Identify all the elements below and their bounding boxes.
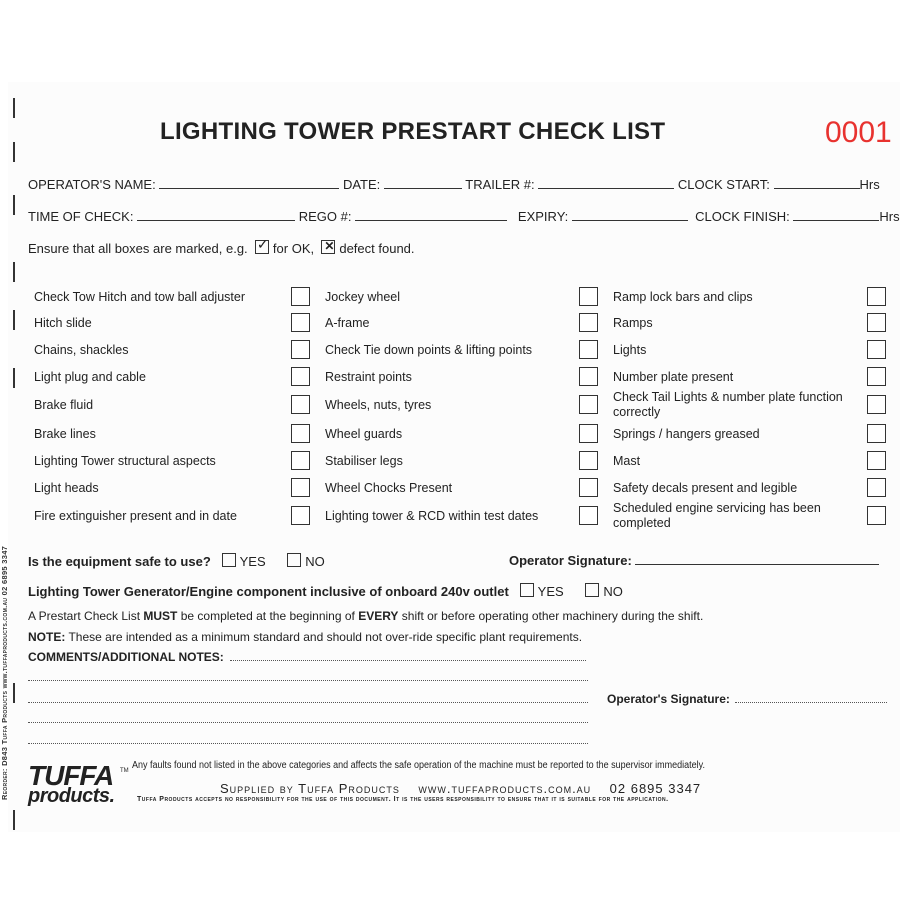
checklist-checkbox[interactable] [291,313,310,332]
checklist-checkbox[interactable] [579,313,598,332]
generator-row [28,583,623,599]
serial-number: 0001 [825,116,892,149]
checklist-checkbox[interactable] [579,287,598,306]
checklist-item-label: Check Tail Lights & number plate function correctly [613,390,843,419]
margin-mark [13,142,15,162]
phone-number: 02 6895 3347 [609,781,702,796]
checklist-checkbox[interactable] [867,506,886,525]
margin-mark [13,810,15,830]
checklist-item-label: Lighting Tower structural aspects [34,454,216,468]
faults-note: Any faults found not listed in the above categories and affects the safe operation of the machine must be reported to the supervisor immediately. [132,760,706,771]
checklist-item-label: Wheel guards [325,427,403,441]
margin-mark [13,262,15,282]
checklist-item-label: Light heads [34,481,99,495]
rego-label: REGO #: [298,209,352,224]
operators-signature-label: Operator's Signature: [607,692,730,706]
operator-signature-label: Operator Signature: [509,553,632,568]
checklist-checkbox[interactable] [291,424,310,443]
safe-no-checkbox[interactable] [287,553,301,567]
no-label: NO [603,584,623,599]
comments-line[interactable] [28,702,588,703]
clock-finish-field[interactable] [793,209,879,221]
margin-mark [13,368,15,388]
checklist-checkbox[interactable] [867,451,886,470]
checklist-checkbox[interactable] [579,506,598,525]
checklist-item-label: Scheduled engine servicing has been completed [613,501,821,530]
ok-text: for OK, [272,241,315,256]
checklist-checkbox[interactable] [579,451,598,470]
header-row-1 [28,177,880,192]
margin-mark [13,195,15,215]
checklist-checkbox[interactable] [579,340,598,359]
generator-yes-checkbox[interactable] [520,583,534,597]
comments-line[interactable] [28,722,588,723]
generator-no-checkbox[interactable] [585,583,599,597]
must-note: A Prestart Check List MUST be completed at the beginning of EVERY shift or before operating other machinery during the shift. [28,609,704,623]
supplied-by-text: Supplied by Tuffa Products [220,781,400,796]
yes-label: YES [239,554,266,569]
checklist-checkbox[interactable] [579,424,598,443]
instruction-line [28,236,415,256]
checklist-item-label: Brake fluid [34,398,94,412]
checklist-item-label: Check Tow Hitch and tow ball adjuster [34,290,245,304]
comments-line[interactable] [28,743,588,744]
safe-yes-checkbox[interactable] [222,553,236,567]
operator-signature-field[interactable] [635,553,879,565]
checklist-checkbox[interactable] [867,340,886,359]
operator-signature-row [509,553,879,568]
comments-line[interactable] [28,680,588,681]
date-field[interactable] [384,177,462,189]
hrs-label: Hrs [859,177,880,192]
trailer-field[interactable] [538,177,674,189]
checklist-item-label: Mast [613,454,641,468]
rego-field[interactable] [355,209,507,221]
checklist-item-label: Hitch slide [34,316,92,330]
checklist-checkbox[interactable] [867,395,886,414]
yes-label: YES [537,584,564,599]
checklist-checkbox[interactable] [867,287,886,306]
tuffa-logo: TUFFA products. [28,760,115,807]
date-label: DATE: [342,177,381,192]
checklist-checkbox[interactable] [579,478,598,497]
checklist-item-label: Jockey wheel [325,290,401,304]
website-link: www.tuffaproducts.com.au [418,781,592,796]
checklist-item-label: Wheel Chocks Present [325,481,453,495]
generator-question: Lighting Tower Generator/Engine component inclusive of onboard 240v outlet [28,584,509,599]
clock-finish-label: CLOCK FINISH: [695,209,790,224]
operators-signature-field[interactable] [735,702,887,703]
checklist-checkbox[interactable] [867,367,886,386]
operator-name-field[interactable] [159,177,339,189]
checklist-checkbox[interactable] [291,287,310,306]
checklist-checkbox[interactable] [291,395,310,414]
page-title: LIGHTING TOWER PRESTART CHECK LIST [160,118,666,145]
checklist-checkbox[interactable] [291,367,310,386]
margin-mark [13,310,15,330]
checklist-checkbox[interactable] [291,451,310,470]
expiry-label: EXPIRY: [517,209,569,224]
checklist-checkbox[interactable] [579,395,598,414]
no-label: NO [305,554,325,569]
comments-label: COMMENTS/ADDITIONAL NOTES: [28,650,224,664]
note: NOTE: These are intended as a minimum standard and should not over-ride specific plant requirements. [28,630,583,644]
checklist-checkbox[interactable] [867,478,886,497]
checklist-item-label: Lighting tower & RCD within test dates [325,509,539,523]
supplied-by [220,781,701,796]
clock-start-field[interactable] [774,177,860,189]
margin-mark [13,683,15,703]
clock-start-label: CLOCK START: [677,177,770,192]
checklist-item-label: Light plug and cable [34,370,146,384]
checklist-checkbox[interactable] [291,506,310,525]
instruction-text: Ensure that all boxes are marked, e.g. [28,241,248,256]
checklist-item-label: Lights [613,343,647,357]
checklist-item-label: Ramps [613,316,653,330]
checklist-checkbox[interactable] [579,367,598,386]
checklist-item-label: Safety decals present and legible [613,481,798,495]
checklist-item-label: Number plate present [613,370,734,384]
operator-name-label: OPERATOR'S NAME: [28,177,156,192]
defect-text: defect found. [339,241,415,256]
expiry-field[interactable] [572,209,688,221]
time-of-check-field[interactable] [137,209,295,221]
checklist-checkbox[interactable] [291,340,310,359]
checklist-item-label: Fire extinguisher present and in date [34,509,237,523]
time-of-check-label: TIME OF CHECK: [28,209,134,224]
hrs-label: Hrs [879,209,900,224]
cross-example-icon: ✕ [321,240,335,254]
checklist-checkbox[interactable] [291,478,310,497]
margin-mark [13,98,15,118]
checklist-item-label: Check Tie down points & lifting points [325,343,533,357]
checklist-checkbox[interactable] [867,424,886,443]
checklist-item-label: Ramp lock bars and clips [613,290,753,304]
comments-line[interactable] [230,660,586,661]
check-example-icon: ✓ [256,236,269,252]
checklist-item-label: A-frame [325,316,370,330]
checklist-item-label: Brake lines [34,427,96,441]
checklist-item-label: Stabiliser legs [325,454,403,468]
disclaimer: Tuffa Products accepts no responsibility for the use of this document. It is the users responsibility to ensure that it is suitable for the application. [137,796,669,803]
checklist-item-label: Chains, shackles [34,343,129,357]
safe-question: Is the equipment safe to use? [28,554,211,569]
checklist-item-label: Wheels, nuts, tyres [325,398,432,412]
header-row-2 [28,209,900,224]
reorder-text: Reorder: D843 Tuffa Products www.tuffaproducts.com.au 02 6895 3347 [0,545,9,800]
checklist-item-label: Springs / hangers greased [613,427,760,441]
checklist-checkbox[interactable] [867,313,886,332]
safe-question-row [28,553,325,569]
trailer-label: TRAILER #: [465,177,535,192]
trademark: TM [120,768,129,774]
checklist-item-label: Restraint points [325,370,412,384]
